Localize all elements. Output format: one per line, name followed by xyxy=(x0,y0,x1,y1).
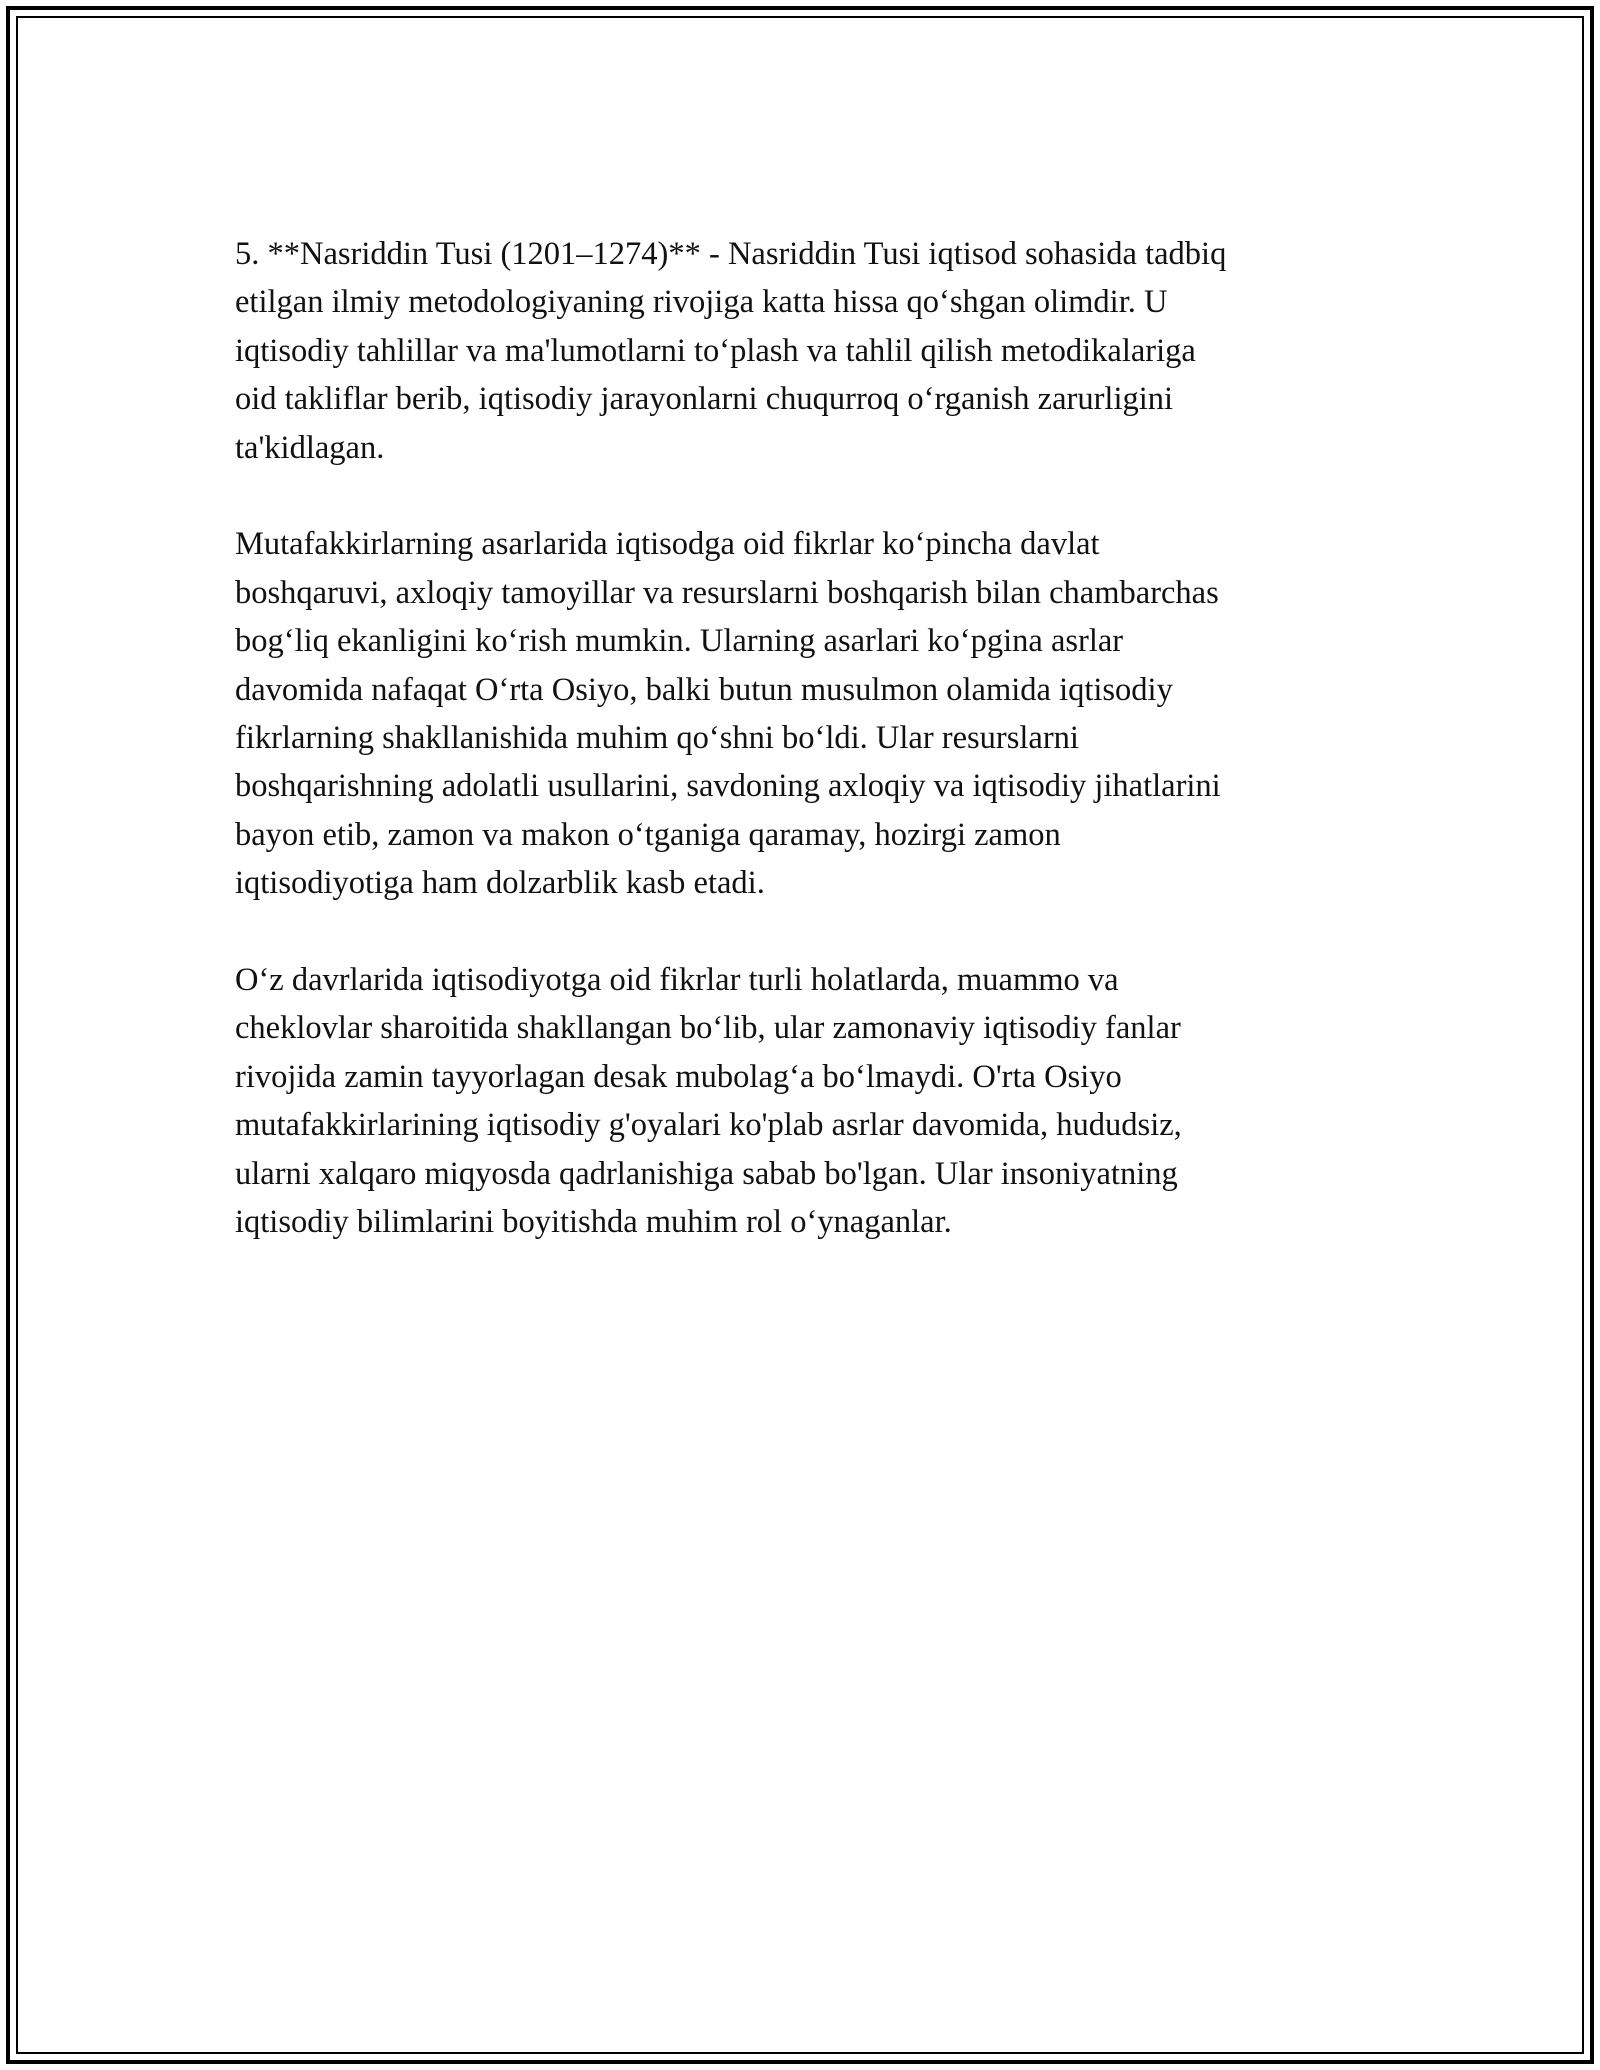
paragraph-nasriddin-tusi: 5. **Nasriddin Tusi (1201–1274)** - Nasriddin Tusi iqtisod sohasida tadbiq etilgan ilmiy metodologiyaning rivojiga katta hissa qo‘shgan olimdir. U iqtisodiy tahlillar va ma'lumotlarni to‘plash va tahlil qilish metodikalariga oid takliflar berib, iqtisodiy jarayonlarni chuqurroq o‘rganish zarurligini ta'kidlagan. xyxy=(235,236,1227,466)
paragraph-economic-ideas: O‘z davrlarida iqtisodiyotga oid fikrlar turli holatlarda, muammo va cheklovlar sharoitida shakllangan bo‘lib, ular zamonaviy iqtisodiy fanlar rivojida zamin tayyorlagan desak mubolag‘a bo‘lmaydi. O'rta Osiyo mutafakkirlarining iqtisodiy g'oyalari ko'plab asrlar davomida, hududsiz, ularni xalqaro miqyosda qadrlanishiga sabab bo'lgan. Ular insoniyatning iqtisodiy bilimlarini boyitishda muhim rol o‘ynaganlar. xyxy=(235,962,1182,1241)
document-body xyxy=(235,230,1385,1295)
paragraph-thinkers-works: Mutafakkirlarning asarlarida iqtisodga oid fikrlar ko‘pincha davlat boshqaruvi, axloqiy tamoyillar va resurslarni boshqarish bilan chambarchas bog‘liq ekanligini ko‘rish mumkin. Ularning asarlari ko‘pgina asrlar davomida nafaqat O‘rta Osiyo, balki butun musulmon olamida iqtisodiy fikrlarning shakllanishida muhim qo‘shni bo‘ldi. Ular resurslarni boshqarishning adolatli usullarini, savdoning axloqiy va iqtisodiy jihatlarini bayon etib, zamon va makon o‘tganiga qaramay, hozirgi zamon iqtisodiyotiga ham dolzarblik kasb etadi. xyxy=(235,526,1221,902)
